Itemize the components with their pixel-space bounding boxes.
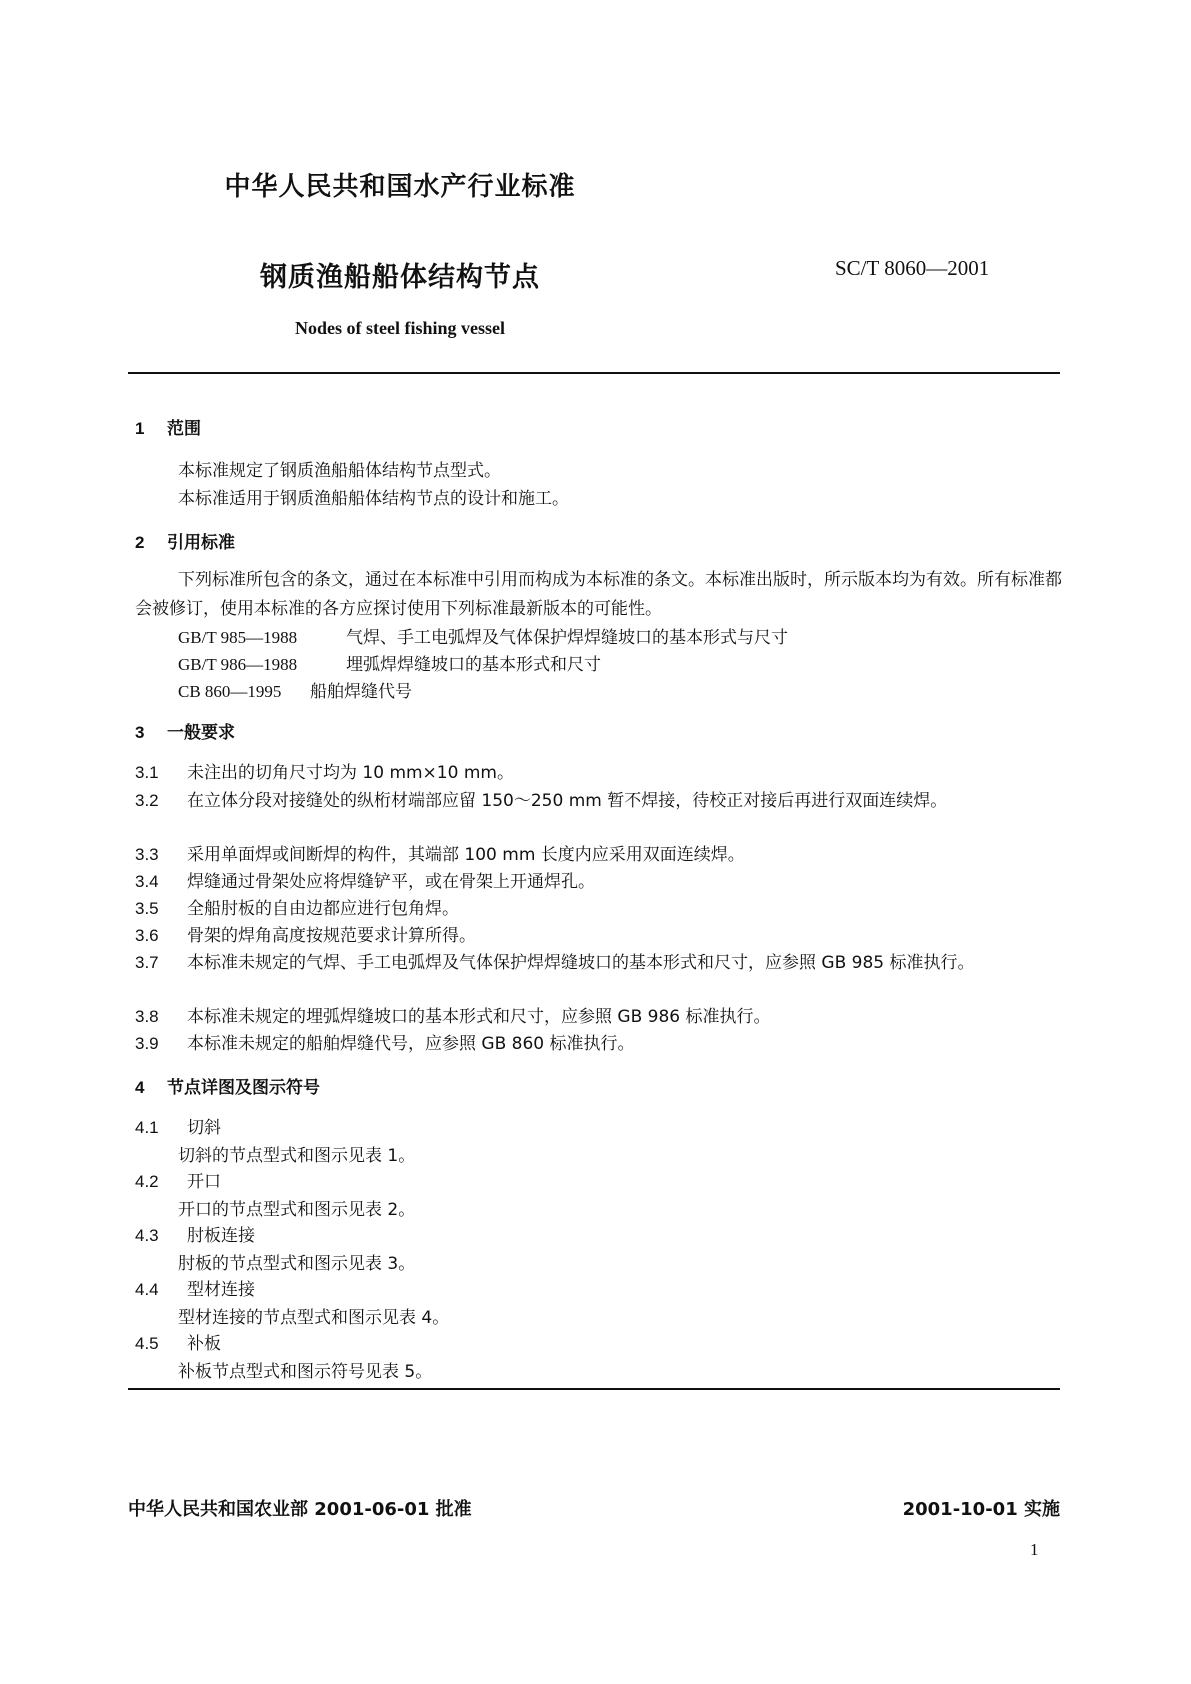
subclause-heading [135,1329,1063,1359]
reference-title: 埋弧焊焊缝坡口的基本形式和尺寸 [346,655,601,675]
section-number: 3 [135,723,145,742]
english-title: Nodes of steel fishing vessel [295,318,505,338]
clause [135,1002,1063,1032]
page-number: 1 [1030,1540,1039,1559]
reference-title: 船舶焊缝代号 [310,682,412,702]
clause-number: 3.8 [135,1007,159,1026]
clause-text: 采用单面焊或间断焊的构件，其端部 100 mm 长度内应采用双面连续焊。 [187,845,745,865]
section-title: 范围 [167,419,201,439]
reference-code: GB/T 986—1988 [178,655,298,674]
paragraph: 补板节点型式和图示符号见表 5。 [178,1362,433,1382]
clause [135,894,1063,924]
section-number: 2 [135,533,145,552]
subclause-title: 开口 [187,1172,221,1192]
clause-number: 3.2 [135,791,159,810]
reference-item [178,677,412,702]
clause-number: 3.4 [135,872,159,891]
paragraph: 型材连接的节点型式和图示见表 4。 [178,1308,450,1328]
section-number: 1 [135,419,145,438]
header-rule [128,372,1060,374]
subclause-title: 型材连接 [187,1280,255,1300]
section-title: 节点详图及图示符号 [167,1078,320,1098]
reference-code: CB 860—1995 [178,682,282,701]
clause-number: 4.1 [135,1118,159,1137]
clause-text: 全船肘板的自由边都应进行包角焊。 [187,899,459,919]
subclause-title: 补板 [187,1334,221,1354]
approval-date: 中华人民共和国农业部 2001-06-01 批准 [128,1499,472,1520]
clause-number: 4.4 [135,1280,159,1299]
paragraph: 下列标准所包含的条文，通过在本标准中引用而构成为本标准的条文。本标准出版时，所示版本均为有效。所有标准都会被修订，使用本标准的各方应探讨使用下列标准最新版本的可能性。 [135,570,1062,619]
paragraph: 本标准规定了钢质渔船船体结构节点型式。 [178,461,501,481]
section-number: 4 [135,1078,145,1097]
effective-date: 2001-10-01 实施 [902,1499,1060,1520]
clause-text: 骨架的焊角高度按规范要求计算所得。 [187,926,476,946]
reference-code: GB/T 985—1988 [178,628,298,647]
clause-text: 本标准未规定的气焊、手工电弧焊及气体保护焊焊缝坡口的基本形式和尺寸，应参照 GB 985 标准执行。 [187,953,975,973]
clause-number: 4.5 [135,1334,159,1353]
section-title: 引用标准 [167,533,235,553]
subclause-title: 切斜 [187,1118,221,1138]
publisher-header: 中华人民共和国水产行业标准 [224,172,576,202]
paragraph: 本标准适用于钢质渔船船体结构节点的设计和施工。 [178,489,569,509]
subclause-heading [135,1113,1063,1143]
reference-item [178,650,601,675]
section-title: 一般要求 [167,723,235,743]
clause [135,1029,1063,1059]
clause-text: 在立体分段对接缝处的纵桁材端部应留 150～250 mm 暂不焊接，待校正对接后再进行双面连续焊。 [187,791,948,811]
clause-text: 本标准未规定的埋弧焊缝坡口的基本形式和尺寸，应参照 GB 986 标准执行。 [187,1007,771,1027]
standard-code: SC/T 8060—2001 [835,256,990,280]
clause-number: 4.2 [135,1172,159,1191]
clause [135,758,1063,788]
clause [135,867,1063,897]
footer-rule [128,1388,1060,1390]
clause-number: 3.5 [135,899,159,918]
clause-text: 本标准未规定的船舶焊缝代号，应参照 GB 860 标准执行。 [187,1034,635,1054]
section-4-heading [135,1073,320,1098]
section-2-heading [135,528,235,553]
reference-title: 气焊、手工电弧焊及气体保护焊焊缝坡口的基本形式与尺寸 [346,628,788,648]
section-1-heading [135,414,201,439]
clause [135,786,1063,816]
subclause-heading [135,1221,1063,1251]
document-title: 钢质渔船船体结构节点 [260,262,540,293]
clause-number: 3.6 [135,926,159,945]
clause-number: 4.3 [135,1226,159,1245]
clause-number: 3.9 [135,1034,159,1053]
subclause-title: 肘板连接 [187,1226,255,1246]
clause-number: 3.3 [135,845,159,864]
subclause-heading [135,1275,1063,1305]
clause-number: 3.1 [135,763,159,782]
clause [135,948,1063,978]
clause-text: 未注出的切角尺寸均为 10 mm×10 mm。 [187,763,514,783]
clause [135,921,1063,951]
clause-number: 3.7 [135,953,159,972]
section-3-heading [135,718,235,743]
reference-item [178,623,788,648]
paragraph: 开口的节点型式和图示见表 2。 [178,1200,416,1220]
clause-text: 焊缝通过骨架处应将焊缝铲平，或在骨架上开通焊孔。 [187,872,595,892]
paragraph: 切斜的节点型式和图示见表 1。 [178,1146,416,1166]
paragraph: 肘板的节点型式和图示见表 3。 [178,1254,416,1274]
clause [135,840,1063,870]
subclause-heading [135,1167,1063,1197]
